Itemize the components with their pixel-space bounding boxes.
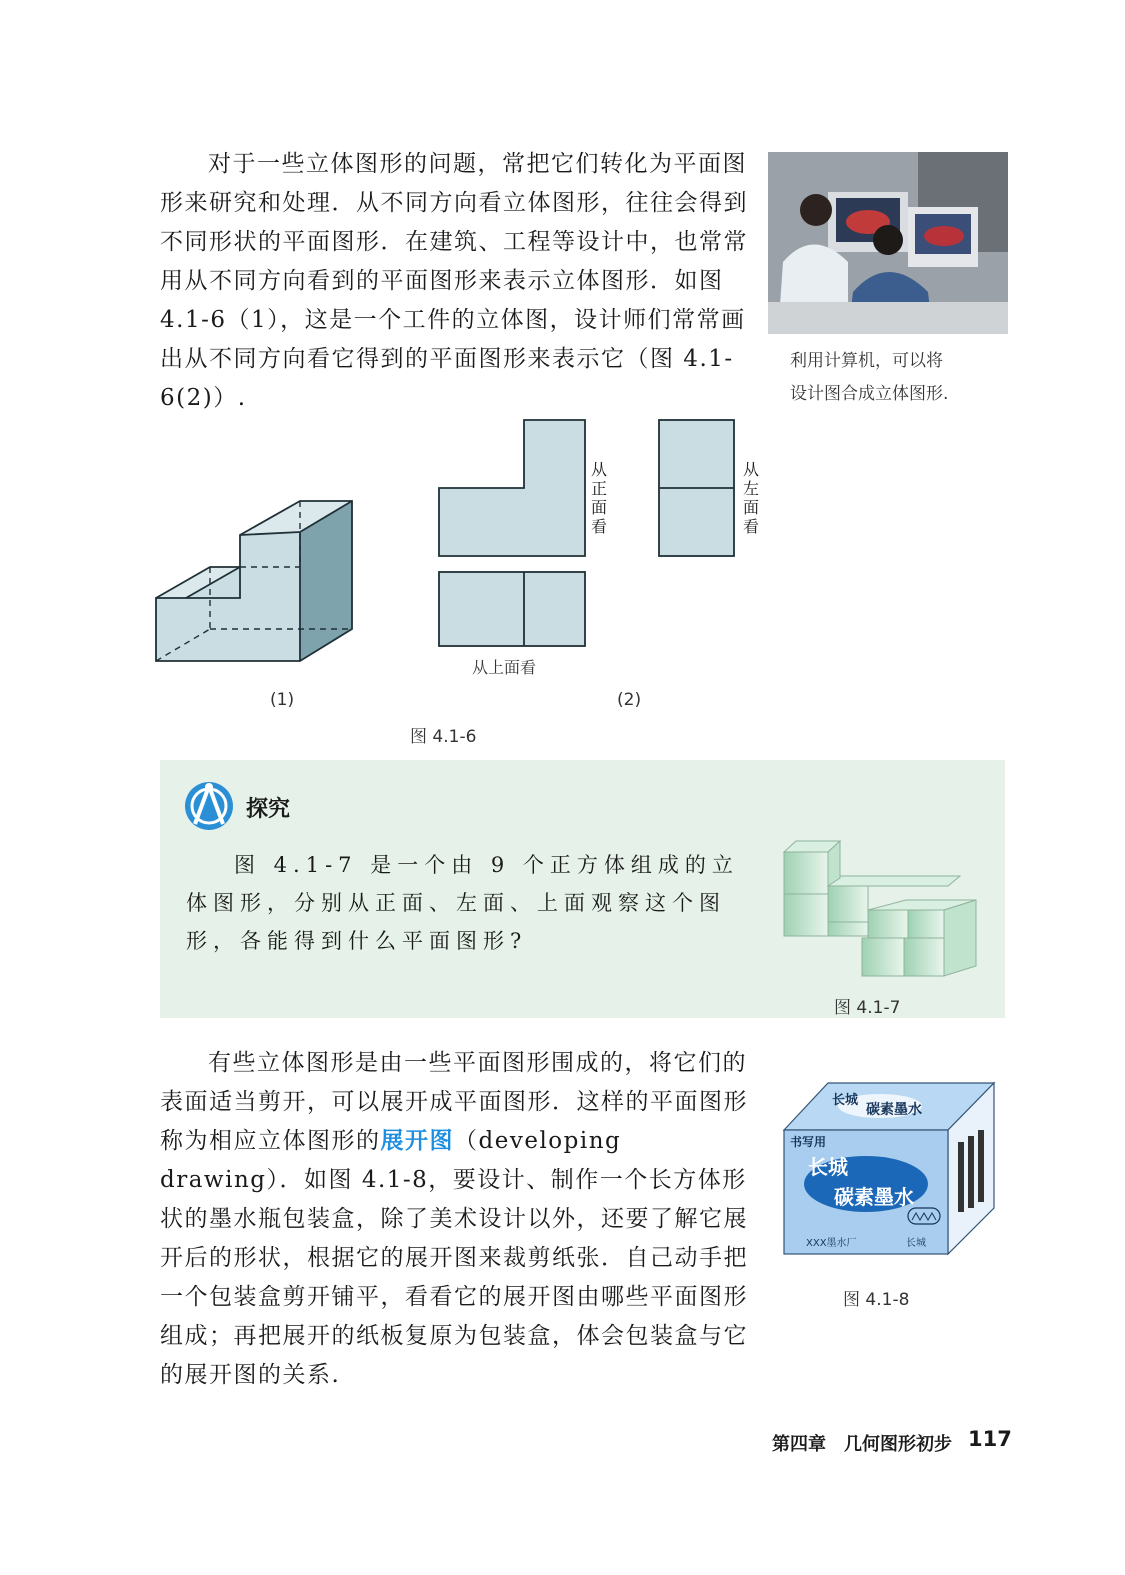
box-front-product: 碳素墨水 [834,1185,914,1209]
box-front-brand: 长城 [808,1155,848,1179]
body-text-part2: （developing drawing）．如图 4.1-8，要设计、制作一个长方体形状的墨水瓶包装盒，除了美术设计以外，还要了解它展开后的形状，根据它的展开图来裁剪纸张．自己动手把一个包装盒剪开铺平，看看它的展开图由哪些平面图形组成；再把展开的纸板复原为包装盒，体会包装盒与它的展开图的关系. [160,1128,748,1388]
designer-photo [768,152,1008,334]
box-top-product: 碳素墨水 [866,1102,922,1118]
figure-4-1-8-caption: 图 4.1-8 [843,1290,910,1310]
figure-4-1-6-caption: 图 4.1-6 [410,727,477,747]
ink-box-figure [780,1080,998,1258]
workpiece-3d-drawing [150,495,360,670]
box-side-text-lines [958,1130,984,1212]
label-top-view: 从上面看 [472,658,537,677]
box-front-small: 书写用 [790,1135,827,1149]
explore-logo-icon [183,780,235,832]
footer-chapter: 第四章 几何图形初步 [772,1434,952,1455]
page-number: 117 [968,1427,1012,1451]
photo-caption-line1: 利用计算机，可以将 [790,351,943,371]
photo-caption-line2: 设计图合成立体图形. [790,384,949,404]
box-factory: XXX墨水厂 [806,1238,857,1249]
body-paragraph-2 [160,1044,752,1395]
explore-text: 图 4.1-7 是一个由 9 个正方体组成的立体图形，分别从正面、左面、上面观察这个图形，各能得到什么平面图形? [186,853,739,953]
subfigure-1-label: (1) [270,690,295,710]
box-top-brand: 长城 [832,1093,859,1108]
subfigure-2-label: (2) [617,690,642,710]
label-front-view: 从正面看 [590,460,607,536]
term-highlight: 展开图 [380,1128,454,1154]
top-view-shape [437,570,587,648]
body-text-part1: 有些立体图形是由一些平面图形围成的，将它们的表面适当剪开，可以展开成平面图形．这样的平面图形称为相应立体图形的 [160,1050,748,1154]
intro-paragraph: 对于一些立体图形的问题，常把它们转化为平面图形来研究和处理．从不同方向看立体图形，往往会得到不同形状的平面图形．在建筑、工程等设计中，也常常用从不同方向看到的平面图形来表示立体图形．如图 4.1-6（1），这是一个工件的立体图，设计师们常常画出从不同方向看它得到的平面图形来表示它（图 4.1-6(2)）. [160,151,748,411]
front-view-shape [437,418,587,558]
cubes-3d-figure [776,838,986,980]
label-left-view: 从左面看 [742,460,759,536]
box-brand-small: 长城 [906,1238,926,1249]
figure-4-1-7-caption: 图 4.1-7 [834,998,901,1018]
explore-title: 探究 [246,797,291,822]
left-view-shape [657,418,737,558]
